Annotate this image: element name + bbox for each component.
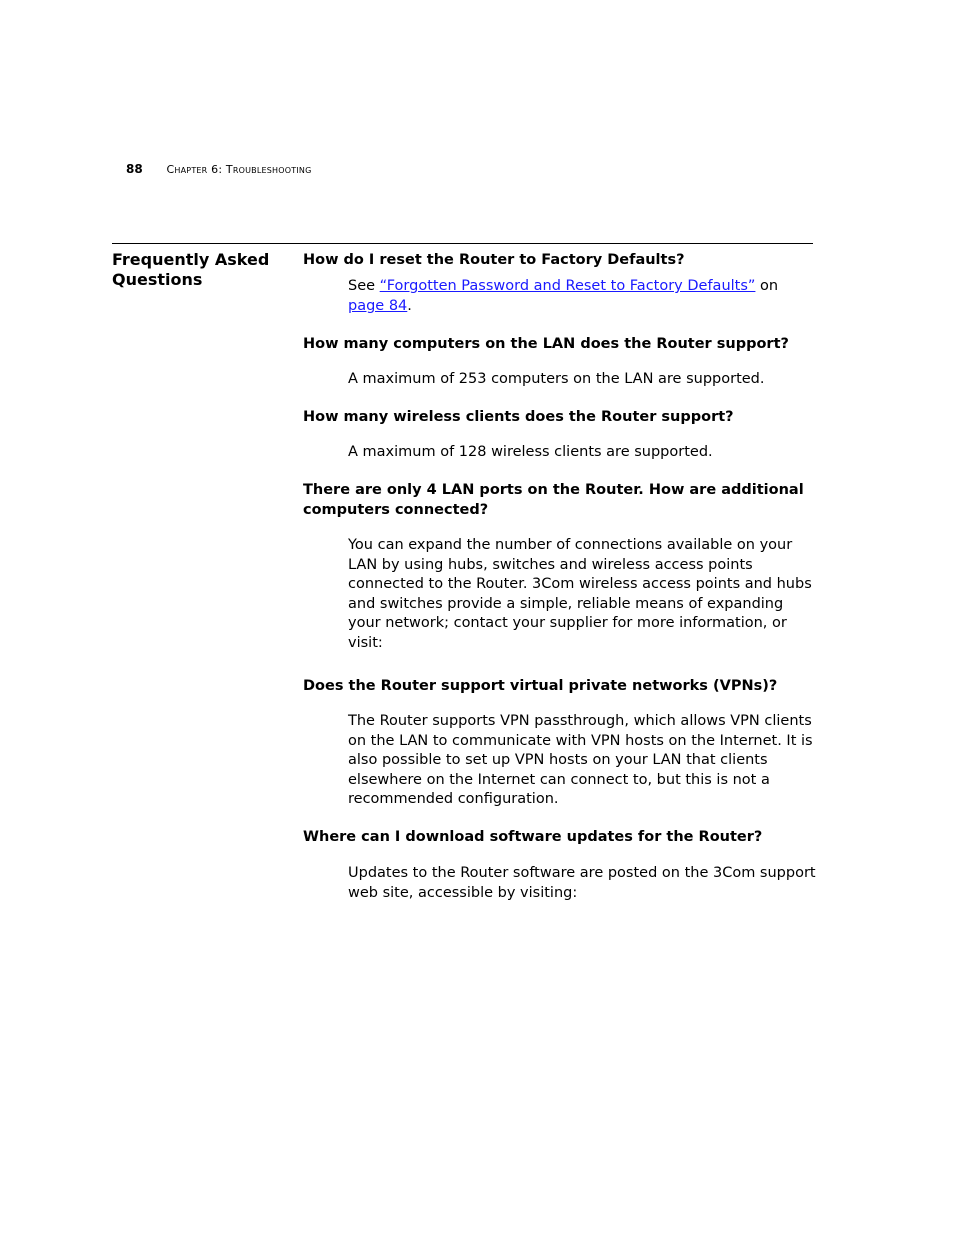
faq-question: How many wireless clients does the Router support? <box>303 409 734 425</box>
page-84-link[interactable]: page 84 <box>348 297 408 314</box>
faq-answer: The Router supports VPN passthrough, which allows VPN clients on the LAN to communicate with VPN hosts on the Internet. It is also possible to set up VPN hosts on your LAN that clients elsewhere on the Internet can connect to, but this is not a recommended configuration. <box>348 713 813 808</box>
page-header <box>126 160 311 179</box>
faq-question: Where can I download software updates for the Router? <box>303 829 763 845</box>
section-divider <box>112 243 813 244</box>
faq-answer: You can expand the number of connections available on your LAN by using hubs, switches and wireless access points connected to the Router. 3Com wireless access points and hubs and switches provide a simple, reliable means of expanding your network; contact your supplier for more information, or visit: <box>348 537 812 651</box>
faq-question: How many computers on the LAN does the Router support? <box>303 336 789 352</box>
answer-text: See <box>348 278 380 294</box>
faq-item-vpn <box>303 676 813 808</box>
faq-question: Does the Router support virtual private networks (VPNs)? <box>303 678 778 694</box>
faq-item-lan-computers <box>303 334 813 387</box>
faq-answer: A maximum of 128 wireless clients are supported. <box>348 444 713 460</box>
faq-answer: Updates to the Router software are posted on the 3Com support web site, accessible by visiting: <box>348 865 816 901</box>
faq-item-software-updates <box>303 827 816 901</box>
forgotten-password-link[interactable]: “Forgotten Password and Reset to Factory Defaults” <box>379 278 756 294</box>
answer-text: on <box>755 278 779 294</box>
faq-question: How do I reset the Router to Factory Defaults? <box>303 252 685 268</box>
chapter-title: Chapter 6: Troubleshooting <box>166 163 312 176</box>
answer-text: . <box>407 297 412 314</box>
faq-item-reset <box>303 250 813 314</box>
faq-item-lan-ports <box>303 480 813 651</box>
section-title: Frequently Asked Questions <box>112 250 270 289</box>
faq-item-wireless-clients <box>303 407 813 460</box>
faq-question: There are only 4 LAN ports on the Router. How are additional computers connected? <box>303 482 804 518</box>
faq-answer: A maximum of 253 computers on the LAN are supported. <box>348 371 765 387</box>
faq-answer <box>348 277 818 316</box>
page-number: 88 <box>126 162 143 176</box>
